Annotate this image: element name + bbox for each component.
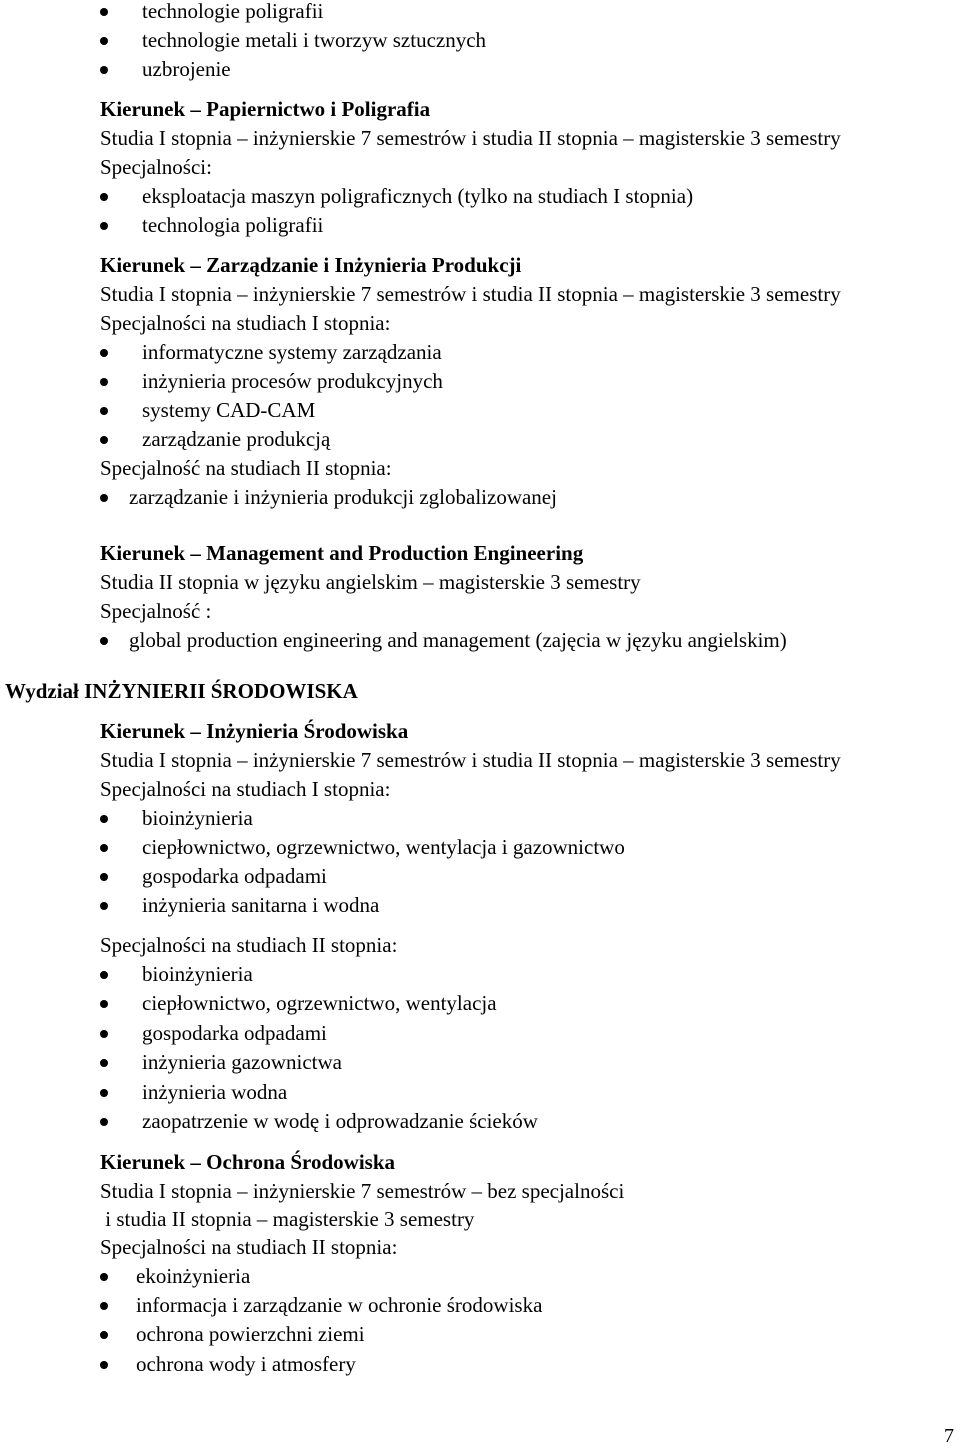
bullet-icon bbox=[100, 349, 108, 357]
studies-info: Studia I stopnia – inżynierskie 7 semestrów i studia II stopnia – magisterskie 3 semestry bbox=[100, 282, 841, 306]
bullet-icon bbox=[100, 436, 108, 444]
bullet-icon bbox=[100, 1273, 108, 1281]
section-heading: Kierunek – Zarządzanie i Inżynieria Produkcji bbox=[100, 253, 522, 277]
spec-label: Specjalności na studiach II stopnia: bbox=[100, 933, 398, 957]
bullet-icon bbox=[100, 637, 108, 645]
bullet-icon bbox=[100, 1089, 108, 1097]
bullet-icon bbox=[100, 407, 108, 415]
bullet-icon bbox=[100, 971, 108, 979]
bullet-icon bbox=[100, 844, 108, 852]
faculty-title: Wydział INŻYNIERII ŚRODOWISKA bbox=[5, 679, 358, 703]
bullet-icon bbox=[100, 1331, 108, 1339]
bullet-icon bbox=[100, 193, 108, 201]
section-heading: Kierunek – Management and Production Engineering bbox=[100, 541, 584, 565]
bullet-icon bbox=[100, 873, 108, 881]
spec-label: Specjalności na studiach I stopnia: bbox=[100, 777, 391, 801]
studies-info: Studia I stopnia – inżynierskie 7 semestrów – bez specjalności bbox=[100, 1179, 625, 1203]
studies-info: Studia II stopnia w języku angielskim – magisterskie 3 semestry bbox=[100, 570, 641, 594]
section-heading: Kierunek – Papiernictwo i Poligrafia bbox=[100, 97, 431, 121]
bullet-icon bbox=[100, 1000, 108, 1008]
studies-info: i studia II stopnia – magisterskie 3 semestry bbox=[100, 1207, 475, 1231]
bullet-icon bbox=[100, 902, 108, 910]
spec-label: Specjalności na studiach II stopnia: bbox=[100, 1235, 398, 1259]
section-heading: Kierunek – Ochrona Środowiska bbox=[100, 1150, 396, 1174]
spec-label: Specjalności na studiach I stopnia: bbox=[100, 311, 391, 335]
bullet-icon bbox=[100, 222, 108, 230]
spec-label: Specjalność : bbox=[100, 599, 212, 623]
bullet-icon bbox=[100, 37, 108, 45]
bullet-icon bbox=[100, 1302, 108, 1310]
bullet-icon bbox=[100, 1030, 108, 1038]
section-heading: Kierunek – Inżynieria Środowiska bbox=[100, 719, 409, 743]
document-page: technologie poligrafii technologie metali i tworzyw sztucznych uzbrojenie Kierunek – Papiernictwo i Poligrafia Studia I stopnia – inżynierskie 7 semestrów i studia II stopnia – magisterskie 3 semestry Specjalności: eksploatacja maszyn poligraficznych (tylko na studiach I stopnia) technologia poligrafii Kierunek – Zarządzanie i Inżynieria Produkcji Studia I stopnia – inżynierskie 7 semestrów i studia II stopnia – magisterskie 3 semestry Specjalności na studiach I stopnia: informatyczne systemy zarządzania inżynieria procesów produkcyjnych systemy CAD-CAM zarządzanie produkcją Specjalność na studiach II stopnia: zarządzanie i inżynieria produkcji zglobalizowanej Kierunek – Management and Production Engineering Studia II stopnia w języku angielskim – magisterskie 3 semestry Specjalność : global production engineering and management (zajęcia w języku angielskim) Wydział INŻYNIERII ŚRODOWISKA Kierunek – Inżynieria Środowiska Studia I stopnia – inżynierskie 7 semestrów i studia II stopnia – magisterskie 3 semestry Specjalności na studiach I stopnia: bioinżynieria ciepłownictwo, ogrzewnictwo, wentylacja i gazownictwo gospodarka odpadami inżynieria sanitarna i wodna Specjalności na studiach II stopnia: bioinżynieria ciepłownictwo, ogrzewnictwo, wentylacja gospodarka odpadami inżynieria gazownictwa inżynieria wodna zaopatrzenie w wodę i odprowadzanie ścieków Kierunek – Ochrona Środowiska Studia I stopnia – inżynierskie 7 semestrów – bez specjalności i studia II stopnia – magisterskie 3 semestry Specjalności na studiach II stopnia: ekoinżynieria informacja i zarządzanie w ochronie środowiska ochrona powierzchni ziemi ochrona wody i atmosfery 7 bbox=[0, 0, 960, 1448]
bullet-icon bbox=[100, 1118, 108, 1126]
spec-label: Specjalności: bbox=[100, 155, 212, 179]
studies-info: Studia I stopnia – inżynierskie 7 semestrów i studia II stopnia – magisterskie 3 semestry bbox=[100, 126, 841, 150]
bullet-icon bbox=[100, 8, 108, 16]
bullet-icon bbox=[100, 1361, 108, 1369]
bullet-icon bbox=[100, 815, 108, 823]
bullet-icon bbox=[100, 66, 108, 74]
page-number: 7 bbox=[944, 1425, 954, 1447]
bullet-icon bbox=[100, 378, 108, 386]
bullet-icon bbox=[100, 1059, 108, 1067]
spec-label: Specjalność na studiach II stopnia: bbox=[100, 456, 392, 480]
studies-info: Studia I stopnia – inżynierskie 7 semestrów i studia II stopnia – magisterskie 3 semestry bbox=[100, 748, 841, 772]
bullet-icon bbox=[100, 494, 108, 502]
